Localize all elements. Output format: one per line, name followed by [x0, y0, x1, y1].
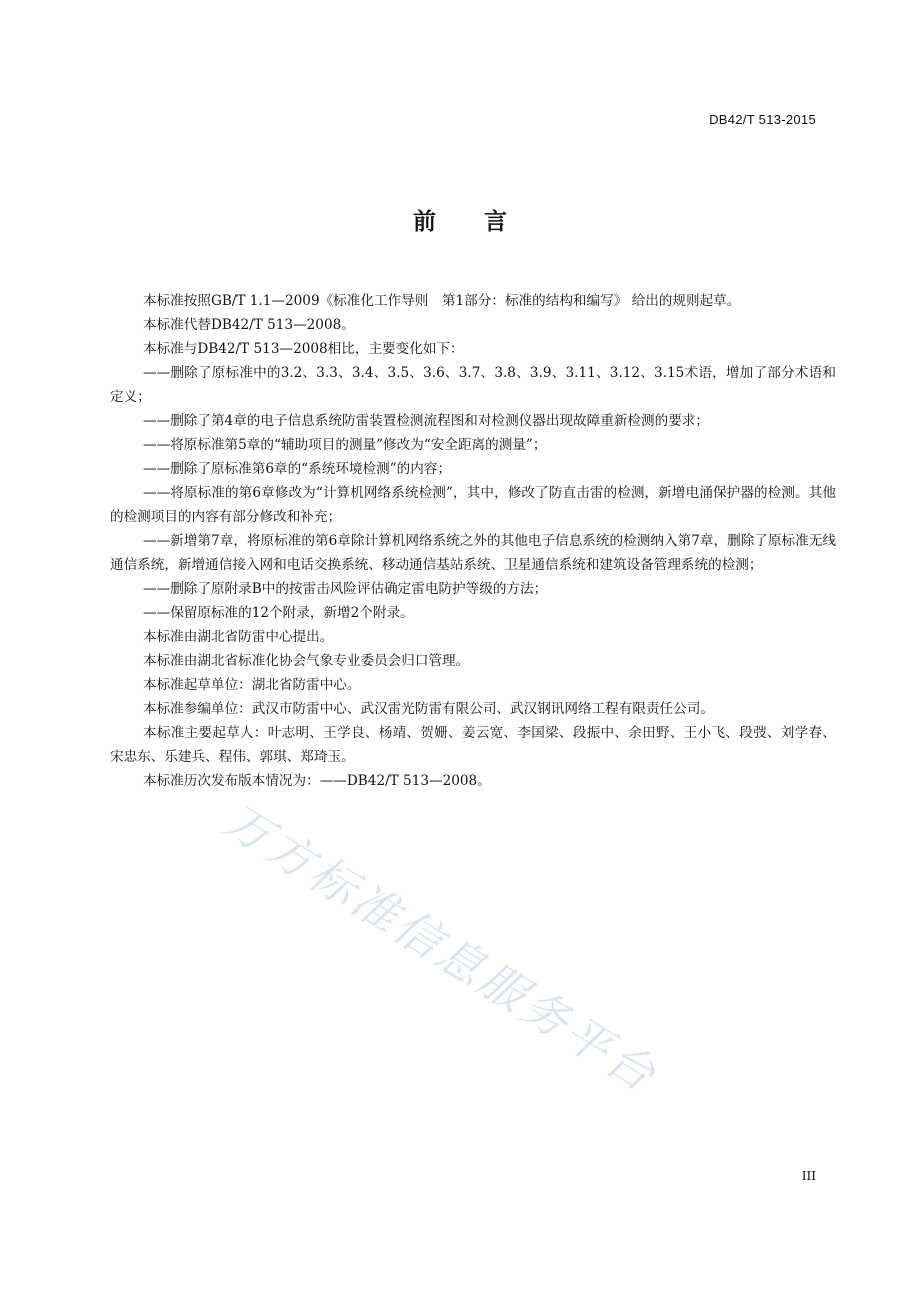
page-number: III: [801, 1169, 816, 1183]
watermark-text: 万方标准信息服务平台: [214, 792, 668, 1104]
paragraph: 本标准由湖北省防雷中心提出。: [143, 629, 334, 645]
change-item: ——将原标准第5章的“辅助项目的测量”修改为“安全距离的测量”；: [143, 437, 547, 453]
paragraph: 本标准主要起草人：叶志明、王学良、杨靖、贺姗、姜云宽、李国梁、段振中、余田野、王小飞、段弢、刘学春、宋忠东、乐建兵、程伟、郭琪、郑琦玉。: [110, 725, 836, 765]
change-item: ——删除了第4章的电子信息系统防雷装置检测流程图和对检测仪器出现故障重新检测的要求；: [143, 413, 709, 429]
paragraph: 本标准参编单位：武汉市防雷中心、武汉雷光防雷有限公司、武汉钢讯网络工程有限责任公司。: [143, 701, 714, 717]
change-item: ——删除了原标准第6章的“系统环境检测”的内容；: [143, 461, 452, 477]
paragraph: 本标准按照GB/T 1.1—2009《标准化工作导则 第1部分：标准的结构和编写》 给出的规则起草。: [143, 293, 741, 309]
change-item: ——保留原标准的12个附录，新增2个附录。: [143, 605, 414, 621]
change-item: ——删除了原标准中的3.2、3.3、3.4、3.5、3.6、3.7、3.8、3.9、3.11、3.12、3.15术语，增加了部分术语和定义；: [110, 365, 836, 405]
document-code: DB42/T 513-2015: [709, 112, 816, 127]
title-char-1: 前: [413, 209, 436, 235]
paragraph: 本标准与DB42/T 513—2008相比，主要变化如下：: [143, 341, 464, 357]
paragraph: 本标准代替DB42/T 513—2008。: [143, 317, 355, 333]
change-item: ——新增第7章，将原标准的第6章除计算机网络系统之外的其他电子信息系统的检测纳入第7章，删除了原标准无线通信系统，新增通信接入网和电话交换系统、移动通信基站系统、卫星通信系统和建筑设备管理系统的检测；: [110, 533, 836, 573]
page-title: [0, 203, 920, 236]
paragraph: 本标准起草单位：湖北省防雷中心。: [143, 677, 361, 693]
change-item: ——删除了原附录B中的按雷击风险评估确定雷电防护等级的方法；: [143, 581, 548, 597]
paragraph: 本标准历次发布版本情况为：——DB42/T 513—2008。: [143, 773, 491, 789]
change-item: ——将原标准的第6章修改为“计算机网络系统检测”，其中，修改了防直击雷的检测，新增电涌保护器的检测。其他的检测项目的内容有部分修改和补充；: [110, 485, 836, 525]
paragraph: 本标准由湖北省标准化协会气象专业委员会归口管理。: [143, 653, 470, 669]
foreword-body: [110, 289, 836, 793]
title-char-2: 言: [484, 209, 507, 235]
